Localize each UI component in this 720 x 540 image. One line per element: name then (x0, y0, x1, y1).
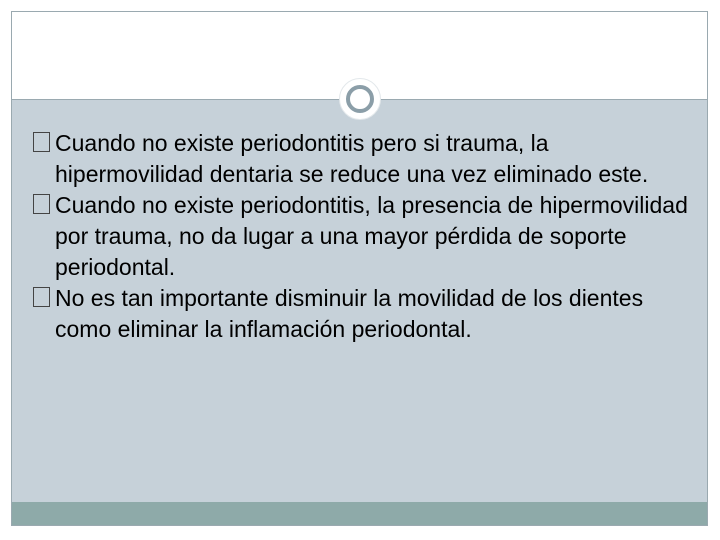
bullet-item-1 (33, 128, 693, 190)
bullet-marker-icon (33, 194, 50, 214)
bullet-text-2: Cuando no existe periodontitis, la presencia de hipermovilidad por trauma, no da lugar a una mayor pérdida de soporte periodontal. (55, 192, 688, 280)
bullet-marker-icon (33, 287, 50, 307)
bullet-text-1: Cuando no existe periodontitis pero si trauma, la hipermovilidad dentaria se reduce una vez eliminado este. (55, 130, 649, 187)
slide-footer-bar (12, 502, 707, 525)
circle-ring (346, 85, 374, 113)
bullet-text-3: No es tan importante disminuir la movilidad de los dientes como eliminar la inflamación periodontal. (55, 285, 644, 342)
bullet-list (33, 128, 693, 345)
bullet-item-2 (33, 190, 693, 283)
circle-ornament-icon (339, 78, 381, 120)
bullet-marker-icon (33, 132, 50, 152)
bullet-item-3 (33, 283, 693, 345)
